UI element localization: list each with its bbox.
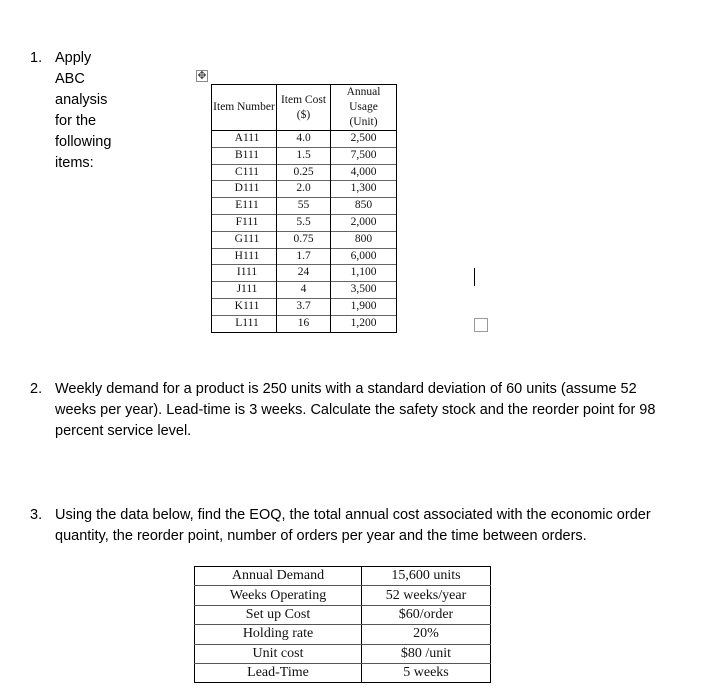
item-number-column [212, 131, 277, 333]
abc-table-body [212, 131, 397, 333]
item-cost-cell: 4.0 [277, 131, 330, 148]
item-cost-cell: 2.0 [277, 181, 330, 198]
question-1-text: Apply ABC analysis for the following items: [55, 50, 112, 171]
annual-usage-cell: 1,300 [331, 181, 396, 198]
item-cost-cell: 24 [277, 265, 330, 282]
question-2-text: Weekly demand for a product is 250 units with a standard deviation of 60 units (assume 52 weeks per year). Lead-time is 3 weeks. Calculate the safety stock and the reorder point for 98 percent service level. [55, 381, 656, 439]
table-resize-handle-icon[interactable] [474, 318, 488, 332]
header-annual-usage: Annual Usage (Unit) [331, 85, 397, 131]
eoq-parameter-value: $80 /unit [362, 644, 491, 663]
question-1-number: 1. [30, 50, 43, 66]
annual-usage-cell: 1,900 [331, 299, 396, 316]
eoq-parameter-label: Unit cost [195, 644, 362, 663]
table-move-handle-icon[interactable]: ✥ [197, 69, 207, 82]
header-item-cost: Item Cost ($) [277, 85, 331, 131]
annual-usage-cell: 2,500 [331, 131, 396, 148]
item-number-cell: F111 [212, 215, 276, 232]
item-number-cell: L111 [235, 316, 259, 329]
eoq-parameter-value: 20% [362, 625, 491, 644]
item-number-cell: C111 [212, 165, 276, 182]
annual-usage-cell: 4,000 [331, 165, 396, 182]
item-cost-cell: 4 [277, 282, 330, 299]
item-cost-cell: 16 [297, 316, 310, 329]
eoq-parameter-value: $60/order [362, 605, 491, 624]
item-number-cell: I111 [212, 265, 276, 282]
question-2-number: 2. [30, 381, 43, 397]
text-cursor [474, 268, 475, 286]
item-cost-cell: 1.7 [277, 249, 330, 266]
annual-usage-column [331, 131, 397, 333]
eoq-parameter-label: Lead-Time [195, 663, 362, 682]
item-cost-cell: 5.5 [277, 215, 330, 232]
annual-usage-cell: 3,500 [331, 282, 396, 299]
item-cost-cell: 0.25 [277, 165, 330, 182]
item-cost-cell: 1.5 [277, 148, 330, 165]
header-item-number: Item Number [212, 85, 277, 131]
eoq-table-row [195, 605, 491, 624]
item-number-cell: J111 [212, 282, 276, 299]
question-3-text: Using the data below, find the EOQ, the total annual cost associated with the economic order quantity, the reorder point, number of orders per year and the time between orders. [55, 507, 651, 544]
abc-table-header-row [212, 85, 397, 131]
item-cost-cell: 3.7 [277, 299, 330, 316]
abc-items-table [211, 84, 397, 333]
eoq-parameter-label: Annual Demand [195, 567, 362, 586]
eoq-parameter-label: Set up Cost [195, 605, 362, 624]
annual-usage-cell: 6,000 [331, 249, 396, 266]
eoq-table-row [195, 625, 491, 644]
annual-usage-cell: 1,100 [331, 265, 396, 282]
eoq-data-table [194, 566, 491, 683]
item-number-cell: B111 [212, 148, 276, 165]
eoq-parameter-label: Holding rate [195, 625, 362, 644]
eoq-parameter-value: 15,600 units [362, 567, 491, 586]
eoq-table-row [195, 663, 491, 682]
eoq-table-row [195, 644, 491, 663]
eoq-parameter-label: Weeks Operating [195, 586, 362, 605]
annual-usage-cell: 800 [331, 232, 396, 249]
item-number-cell: A111 [212, 131, 276, 148]
item-number-cell: E111 [212, 198, 276, 215]
annual-usage-cell: 7,500 [331, 148, 396, 165]
item-number-cell: H111 [212, 249, 276, 266]
item-number-cell: K111 [212, 299, 276, 316]
annual-usage-cell: 850 [331, 198, 396, 215]
eoq-parameter-value: 5 weeks [362, 663, 491, 682]
item-number-cell: G111 [212, 232, 276, 249]
question-3-number: 3. [30, 507, 43, 523]
item-number-cell: D111 [212, 181, 276, 198]
item-cost-column [277, 131, 331, 333]
item-cost-cell: 55 [277, 198, 330, 215]
eoq-table-row [195, 586, 491, 605]
item-cost-cell: 0.75 [277, 232, 330, 249]
annual-usage-cell: 2,000 [331, 215, 396, 232]
annual-usage-cell: 1,200 [350, 316, 377, 329]
eoq-parameter-value: 52 weeks/year [362, 586, 491, 605]
eoq-table-row [195, 567, 491, 586]
